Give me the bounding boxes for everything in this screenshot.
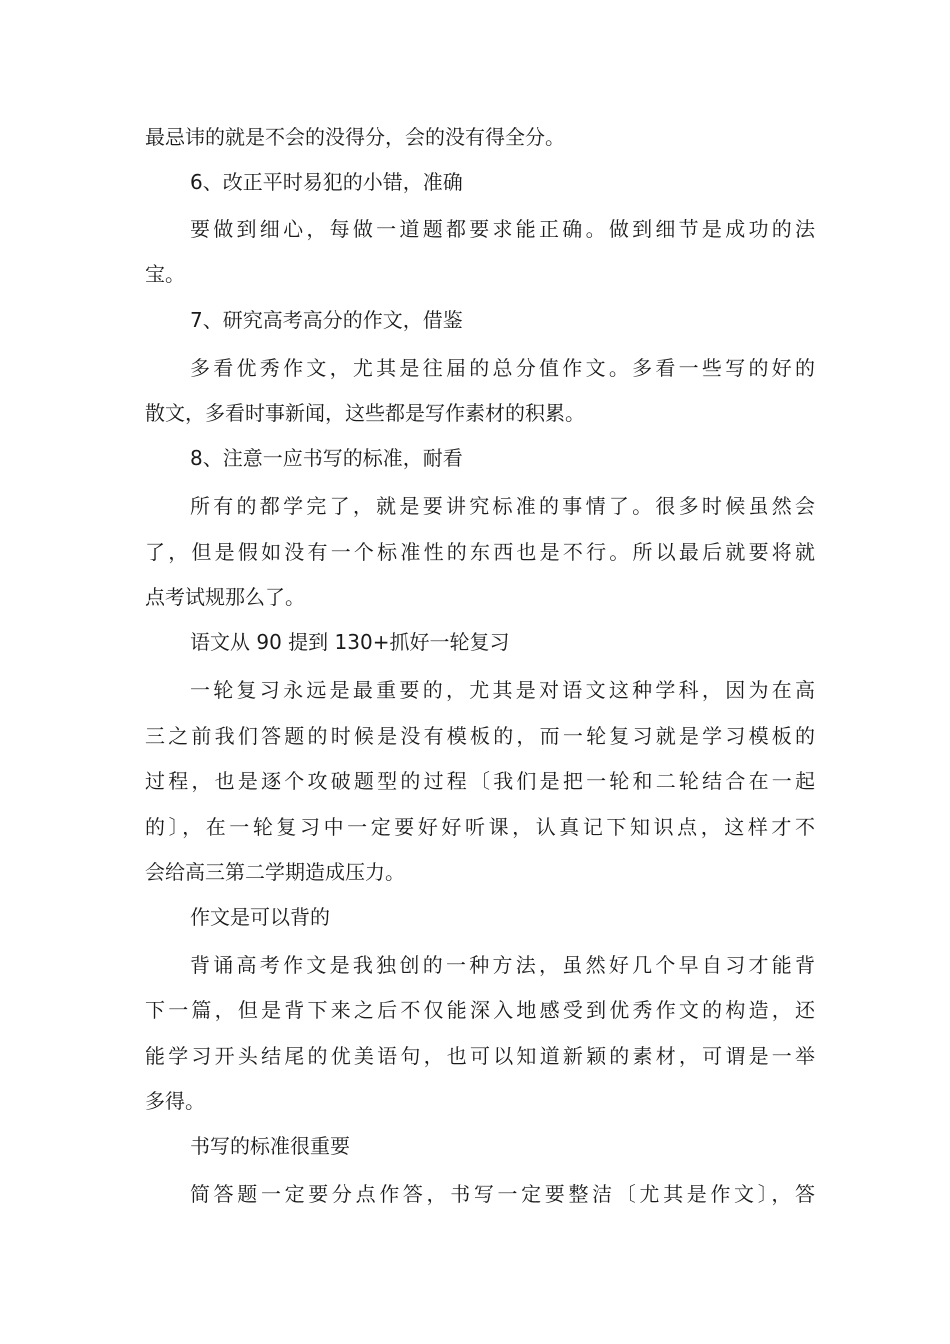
text-line: 散文，多看时事新闻，这些都是写作素材的积累。	[145, 401, 585, 425]
text-line: 要做到细心，每做一道题都要求能正确。做到细节是成功的法	[190, 217, 815, 241]
text-line: 所有的都学完了，就是要讲究标准的事情了。很多时候虽然会	[190, 494, 815, 518]
text-line: 最忌讳的就是不会的没得分，会的没有得全分。	[145, 125, 565, 149]
text-line: 一轮复习永远是最重要的，尤其是对语文这种学科，因为在高	[190, 678, 815, 702]
text-line: 下一篇，但是背下来之后不仅能深入地感受到优秀作文的构造，还	[145, 998, 815, 1022]
text-line: 简答题一定要分点作答，书写一定要整洁〔尤其是作文〕，答	[190, 1182, 815, 1206]
section-heading: 语文从 90 提到 130+抓好一轮复习	[190, 630, 510, 654]
text-line: 了，但是假如没有一个标准性的东西也是不行。所以最后就要将就	[145, 540, 815, 564]
text-line: 会给高三第二学期造成压力。	[145, 860, 405, 884]
text-line: 的〕，在一轮复习中一定要好好听课，认真记下知识点，这样才不	[145, 815, 815, 839]
text-line: 能学习开头结尾的优美语句，也可以知道新颖的素材，可谓是一举	[145, 1044, 815, 1068]
numbered-heading: 6、改正平时易犯的小错，准确	[190, 170, 463, 194]
numbered-heading: 7、研究高考高分的作文，借鉴	[190, 308, 463, 332]
text-line: 背诵高考作文是我独创的一种方法，虽然好几个早自习才能背	[190, 953, 815, 977]
section-heading: 书写的标准很重要	[190, 1134, 350, 1158]
text-line: 多得。	[145, 1089, 205, 1113]
text-line: 多看优秀作文，尤其是往届的总分值作文。多看一些写的好的	[190, 356, 815, 380]
section-heading: 作文是可以背的	[190, 905, 330, 929]
numbered-heading: 8、注意一应书写的标准，耐看	[190, 446, 463, 470]
text-line: 宝。	[145, 262, 185, 286]
text-line: 过程，也是逐个攻破题型的过程〔我们是把一轮和二轮结合在一起	[145, 769, 815, 793]
text-line: 三之前我们答题的时候是没有模板的，而一轮复习就是学习模板的	[145, 724, 815, 748]
text-line: 点考试规那么了。	[145, 585, 305, 609]
